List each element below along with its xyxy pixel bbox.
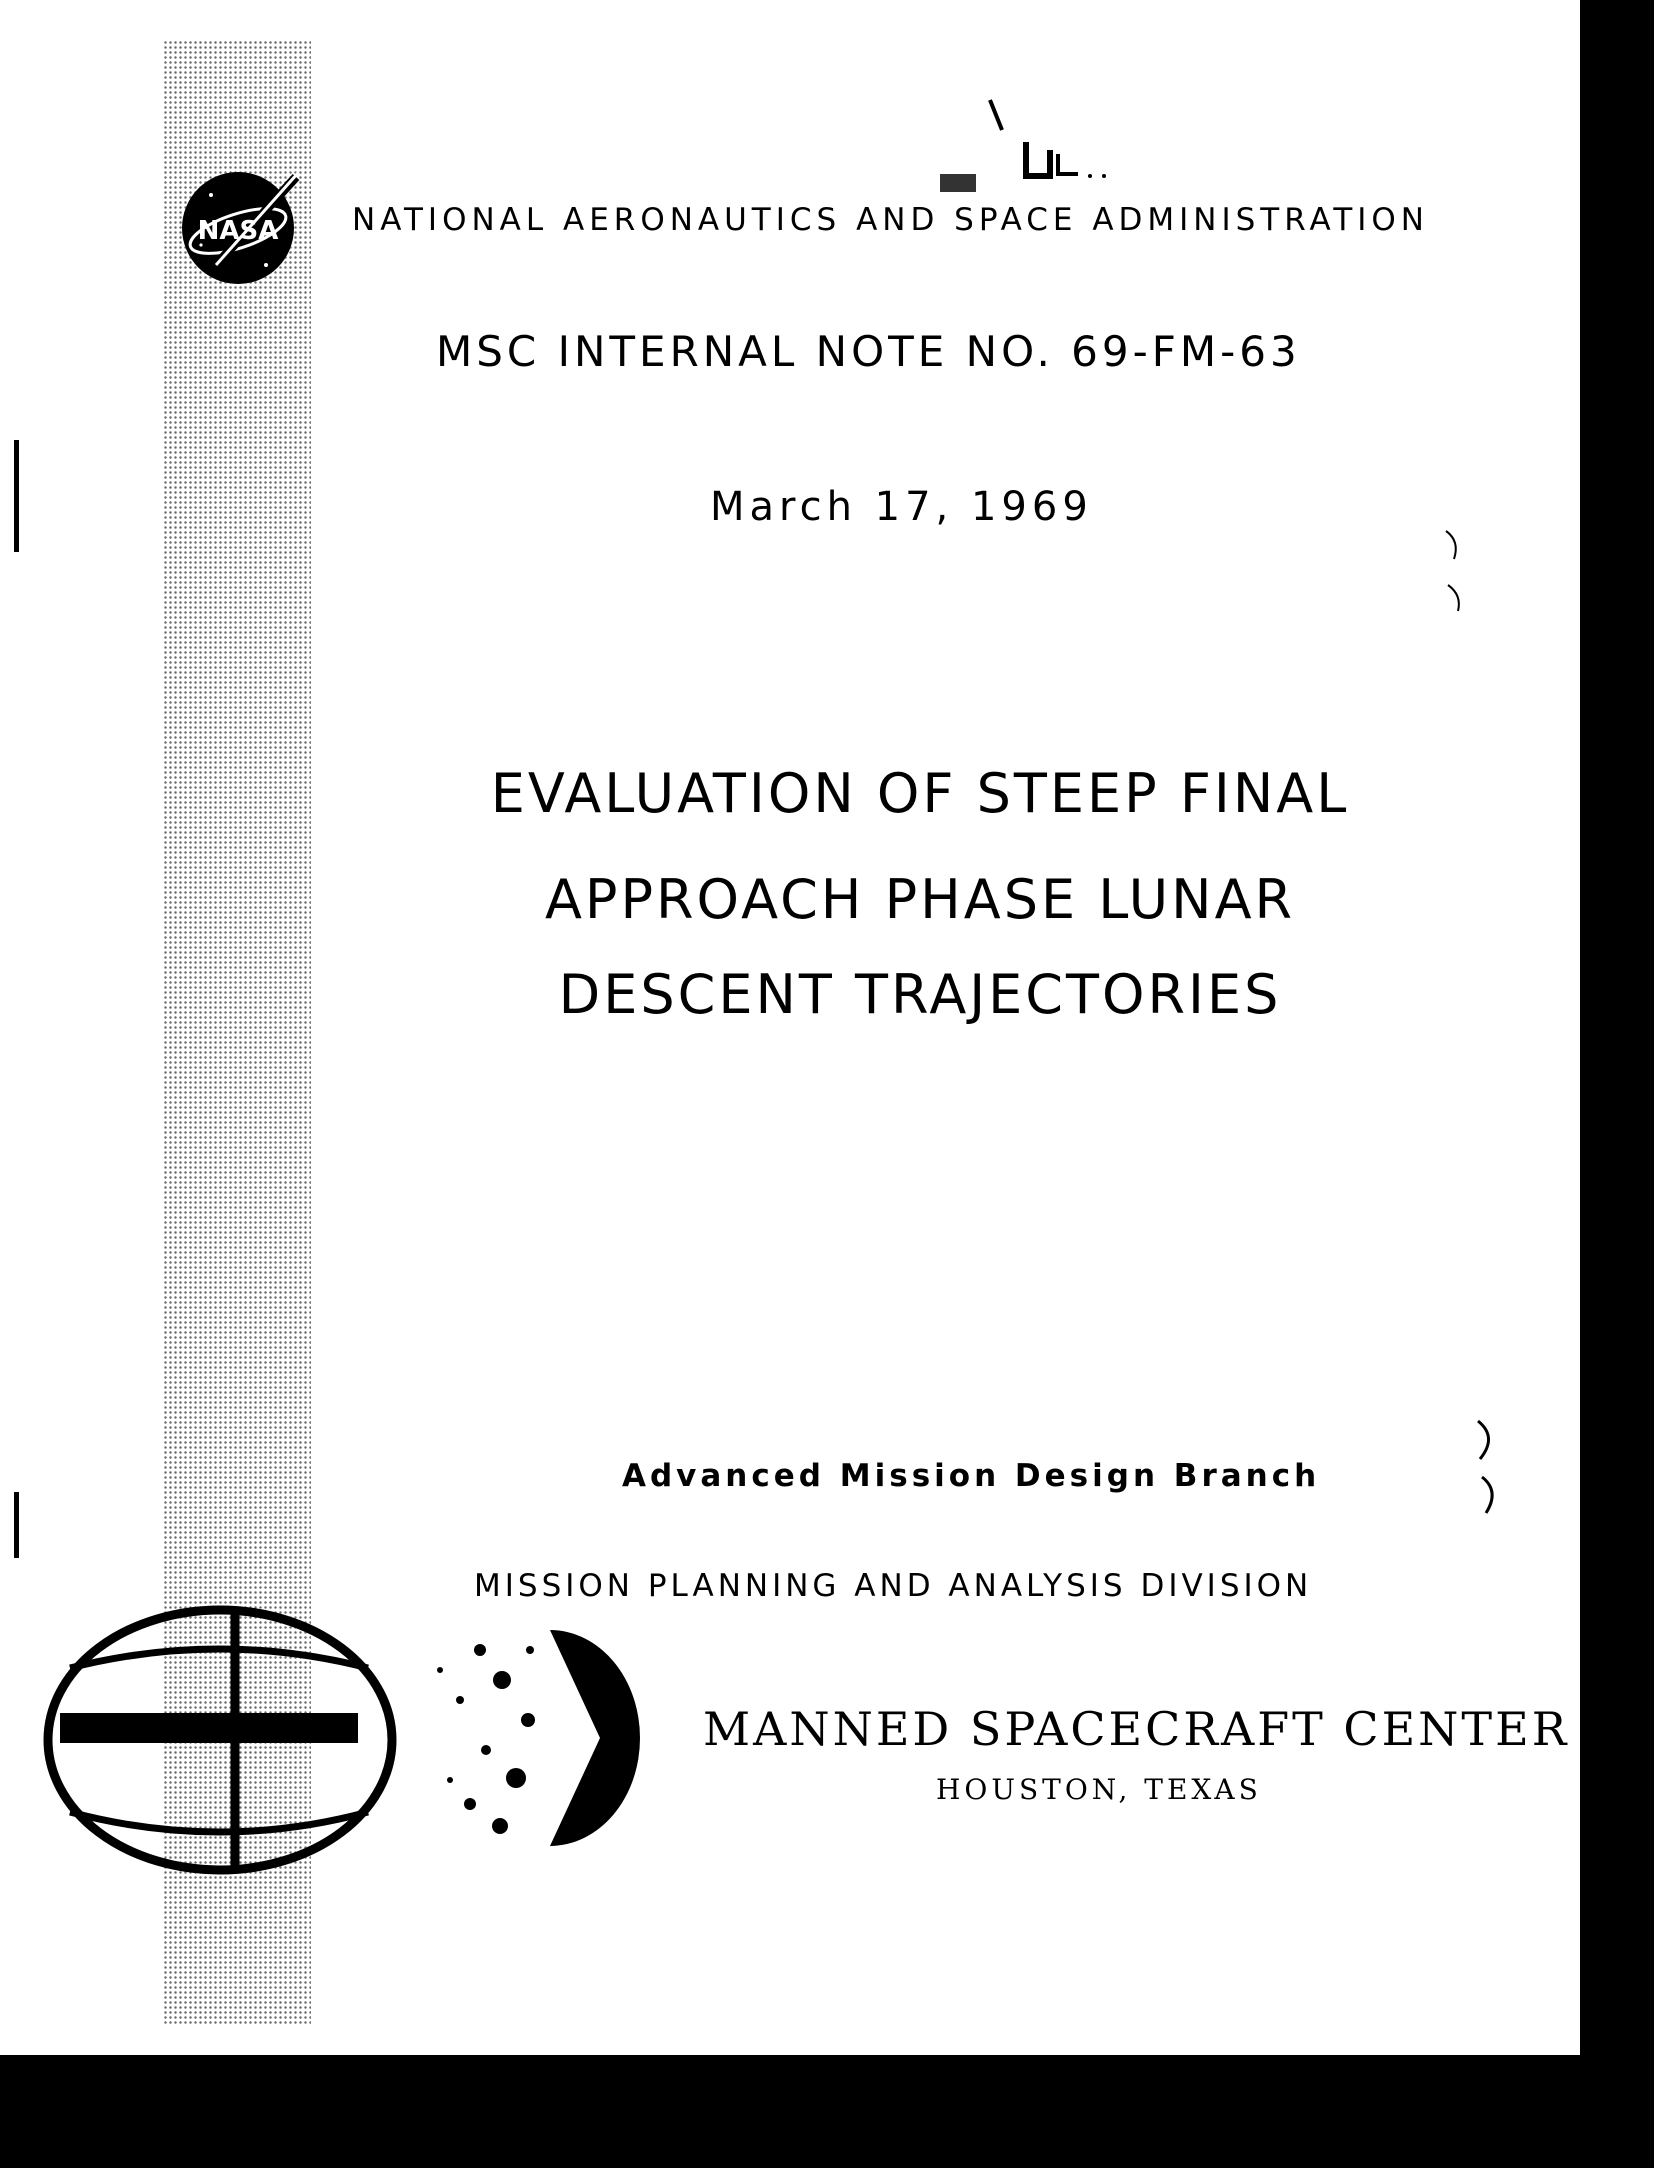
internal-note-number: MSC INTERNAL NOTE NO. 69-FM-63 [436, 327, 1301, 376]
nasa-logo-icon [176, 165, 306, 290]
paren-mark-right-lower [1470, 1415, 1510, 1515]
center-name: MANNED SPACECRAFT CENTER [703, 1702, 1570, 1756]
scan-artifact-top [940, 90, 1160, 200]
document-title-line-3: DESCENT TRAJECTORIES [558, 963, 1282, 1026]
paren-mark-right-upper [1440, 525, 1480, 615]
center-location: HOUSTON, TEXAS [936, 1773, 1262, 1806]
division-name: MISSION PLANNING AND ANALYSIS DIVISION [474, 1568, 1313, 1604]
msc-globe-emblem-icon [30, 1590, 650, 1890]
agency-name: NATIONAL AERONAUTICS AND SPACE ADMINISTRATION [352, 202, 1429, 238]
document-date: March 17, 1969 [710, 484, 1093, 530]
document-title-line-2: APPROACH PHASE LUNAR [544, 868, 1296, 931]
document-title-line-1: EVALUATION OF STEEP FINAL [490, 762, 1350, 825]
margin-mark-upper [14, 440, 19, 552]
nasa-logo-lettering: NASA [197, 216, 279, 246]
branch-name: Advanced Mission Design Branch [622, 1458, 1321, 1494]
margin-mark-lower [14, 1492, 19, 1558]
